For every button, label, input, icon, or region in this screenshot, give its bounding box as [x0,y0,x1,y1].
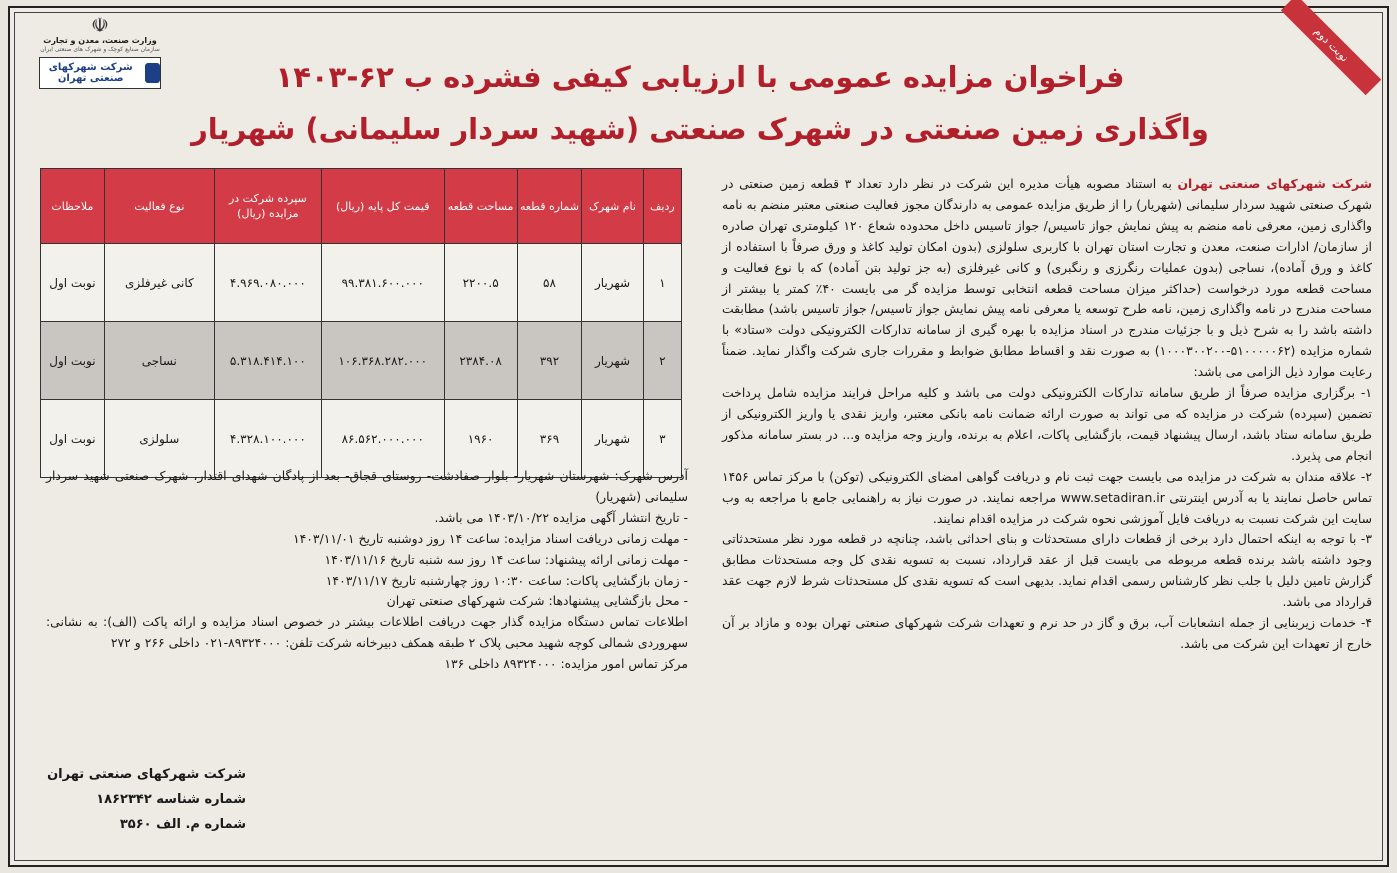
cell-activity: کانی غیرفلزی [104,244,214,322]
detail-publish-date: - تاریخ انتشار آگهی مزایده ۱۴۰۳/۱۰/۲۲ می باشد. [434,509,688,525]
cell-plot-number: ۳۶۹ [517,400,582,478]
cell-deposit: ۴.۳۲۸.۱۰۰.۰۰۰ [214,400,321,478]
auction-details [46,466,688,675]
cell-activity: سلولزی [104,400,214,478]
cell-plot-number: ۵۸ [517,244,582,322]
cell-remarks: نوبت اول [41,244,105,322]
brand-box [39,57,161,89]
header-area: مساحت قطعه [444,169,517,244]
intro-paragraph [722,174,1372,383]
header-base-price: قیمت کل پایه (ریال) [321,169,444,244]
signature-block [46,762,246,837]
brand-map-icon [145,63,160,83]
headline-line-1: فراخوان مزایده عمومی با ارزیابی کیفی فشرده ب ۶۲-۱۴۰۳ [275,60,1125,94]
announcement-body [722,174,1372,655]
signature-company: شرکت شهرکهای صنعتی تهران [47,767,246,782]
table-row [41,322,682,400]
cell-area: ۲۲۰۰.۵ [444,244,517,322]
signature-ref-no: شماره م. الف ۳۵۶۰ [119,817,246,832]
intro-text: به استناد مصوبه هیأت مدیره این شرکت در نظر دارد تعداد ۳ قطعه زمین صنعتی در شهرک صنعتی شهید سردار سلیمانی (شهریار) را از طریق مزایده عمومی به دارندگان مجوز فعالیت صنعتی معتبر منضم به نامه واگذاری زمین، معرفی نامه منضم به پیش نمایش جواز تاسیس/ جواز تاسیس داخل محدوده شعاع ۱۲۰ کیلومتری تهران صادره از سازمان/ ادارات صنعت، معدن و تجارت استان تهران با کاربری سلولزی (بدون امکان تولید کاغذ و ورق صرفاً با استفاده از کاغذ و ورق آماده)، نساجی (بدون عملیات رنگرزی و رنگبری) و کانی غیرفلزی (به جز تولید بتن آماده) که با نوع فعالیت و مساحت قطعه مورد درخواست (حداکثر میزان مساحت قطعه انتخابی توسط مزایده گر می بایست ۴۰٪ کمتر یا بیشتر از مساحت مندرج در نامه واگذاری زمین، نامه طرح توسعه یا معرفی نامه پیش نمایش جواز تاسیس/ جواز تاسیس باشد) مطابقت داشته باشد را به شرح ذیل و با جزئیات مندرج در اسناد مزایده با بهره گیری از سامانه تدارکات الکترونیکی دولت «ستاد» با شماره مزایده (۵۱۰۰۰۰۰۶۲-۱۰۰۰۳۰۰۲۰۰) به صورت نقد و اقساط مطابق ضوابط و مقررات جاری شرکت واگذار نماید. ضمناً رعایت موارد ذیل الزامی می باشد: [722,176,1372,380]
detail-contact-info: اطلاعات تماس دستگاه مزایده گذار جهت دریافت اطلاعات بیشتر در خصوص اسناد مزایده و ارائه پاکت (الف): به نشانی: سهروردی شمالی کوچه شهید محبی پلاک ۲ طبقه همکف دبیرخانه شرکت تلفن: ۸۹۳۲۴۰۰۰-۰۲۱ داخلی ۲۶۶ و ۲۷۲ [46,614,688,651]
cell-row-number: ۲ [643,322,681,400]
table-row [41,244,682,322]
signature-reg-id: شماره شناسه ۱۸۶۲۳۴۲ [96,792,246,807]
cell-area: ۲۳۸۴.۰۸ [444,322,517,400]
detail-document-deadline: - مهلت زمانی دریافت اسناد مزایده: ساعت ۱۴ روز دوشنبه تاریخ ۱۴۰۳/۱۱/۰۱ [292,530,688,546]
cell-row-number: ۱ [643,244,681,322]
cell-area: ۱۹۶۰ [444,400,517,478]
ministry-name: وزارت صنعت، معدن و تجارت [43,36,157,45]
header-town: نام شهرک [582,169,643,244]
header-deposit: سپرده شرکت در مزایده (ریال) [214,169,321,244]
cell-town: شهریار [582,400,643,478]
advertisement-page [8,6,1389,867]
detail-opening-time: - زمان بازگشایی پاکات: ساعت ۱۰:۳۰ روز چهارشنبه تاریخ ۱۴۰۳/۱۱/۱۷ [325,572,688,588]
header-activity: نوع فعالیت [104,169,214,244]
cell-base-price: ۱۰۶.۳۶۸.۲۸۲.۰۰۰ [321,322,444,400]
ministry-logo [36,14,164,100]
condition-2: ۲- علاقه مندان به شرکت در مزایده می بایست جهت ثبت نام و دریافت گواهی امضای الکترونیکی (توکن) با مرکز تماس ۱۴۵۶ تماس حاصل نمایند یا به آدرس اینترنتی www.setadiran.ir مراجعه نمایند. در صورت نیاز به راهنمایی جامع با مراجعه به وب سایت این شرکت نسبت به دریافت فایل آموزشی نحوه شرکت در مزایده اقدام نمایند. [722,468,1373,526]
headline-line-2: واگذاری زمین صنعتی در شهرک صنعتی (شهید سردار سلیمانی) شهریار [191,112,1209,146]
detail-proposal-deadline: - مهلت زمانی ارائه پیشنهاد: ساعت ۱۴ روز سه شنبه تاریخ ۱۴۰۳/۱۱/۱۶ [324,551,688,567]
condition-4: ۴- خدمات زیربنایی از جمله انشعابات آب، برق و گاز در حد نرم و تعهدات شرکت شهرکهای صنعتی تهران بوده و مازاد بر آن خارج از تعهدات این شرکت می باشد. [722,615,1372,651]
header-row-number: ردیف [643,169,681,244]
cell-activity: نساجی [104,322,214,400]
condition-3: ۳- با توجه به اینکه احتمال دارد برخی از قطعات دارای مستحدثات و بنای احداثی باشد، چنانچه در قطعه مورد نظر مستحدثاتی وجود داشته باشد برنده قطعه مربوطه می بایست قبل از عقد قرارداد، نسبت به تسویه نقدی کل وجه مستحدثات مطابق گزارش تامین دلیل با جلب نظر کارشناس رسمی اقدام نماید. بدیهی است که تسویه نقدی کل مستحدثات شرط لازم جهت عقد قرارداد می باشد. [722,531,1372,610]
cell-town: شهریار [582,322,643,400]
corner-ribbon: نوبت دوم [1281,0,1381,95]
cell-base-price: ۹۹.۳۸۱.۶۰۰.۰۰۰ [321,244,444,322]
cell-remarks: نوبت اول [41,322,105,400]
detail-call-center: مرکز تماس امور مزایده: ۸۹۳۲۴۰۰۰ داخلی ۱۳۶ [444,656,688,672]
cell-plot-number: ۳۹۲ [517,322,582,400]
cell-deposit: ۵.۳۱۸.۴۱۴.۱۰۰ [214,322,321,400]
header-remarks: ملاحظات [41,169,105,244]
cell-base-price: ۸۶.۵۶۲.۰۰۰.۰۰۰ [321,400,444,478]
cell-remarks: نوبت اول [41,400,105,478]
cell-deposit: ۴.۹۶۹.۰۸۰.۰۰۰ [214,244,321,322]
ministry-subtitle: سازمان صنایع کوچک و شهرک های صنعتی ایران [40,46,160,53]
detail-opening-place: - محل بازگشایی پیشنهادها: شرکت شهرکهای صنعتی تهران [386,593,688,609]
emblem-icon: ☫ [91,13,109,37]
condition-1: ۱- برگزاری مزایده صرفاً از طریق سامانه تدارکات الکترونیکی دولت می باشد و کلیه مراحل فرایند مزایده شامل پرداخت تضمین (سپرده) شرکت در مزایده که می تواند به صورت ارائه ضمانت نامه بانکی معتبر، واریز نقدی یا واریز الکترونیکی از طریق سامانه ستاد باشد، ارسال پیشنهاد قیمت، بازگشایی پاکات، اعلام به برنده، واریز وجه مزایده و... در بستر سامانه مذکور انجام می پذیرد. [722,385,1372,463]
header-plot-number: شماره قطعه [517,169,582,244]
cell-row-number: ۳ [643,400,681,478]
plots-table [40,168,682,478]
table-header-row [41,169,682,244]
company-name: شرکت شهرکهای صنعتی تهران [1177,176,1372,191]
brand-name: شرکت شهرکهای صنعتی تهران [48,62,133,84]
cell-town: شهریار [582,244,643,322]
detail-address: آدرس شهرک: شهرستان شهریار- بلوار صفادشت- روستای قجاق- بعد از پادگان شهدای اقتدار، شهرک صنعتی شهید سردار سلیمانی (شهریار) [46,468,688,504]
